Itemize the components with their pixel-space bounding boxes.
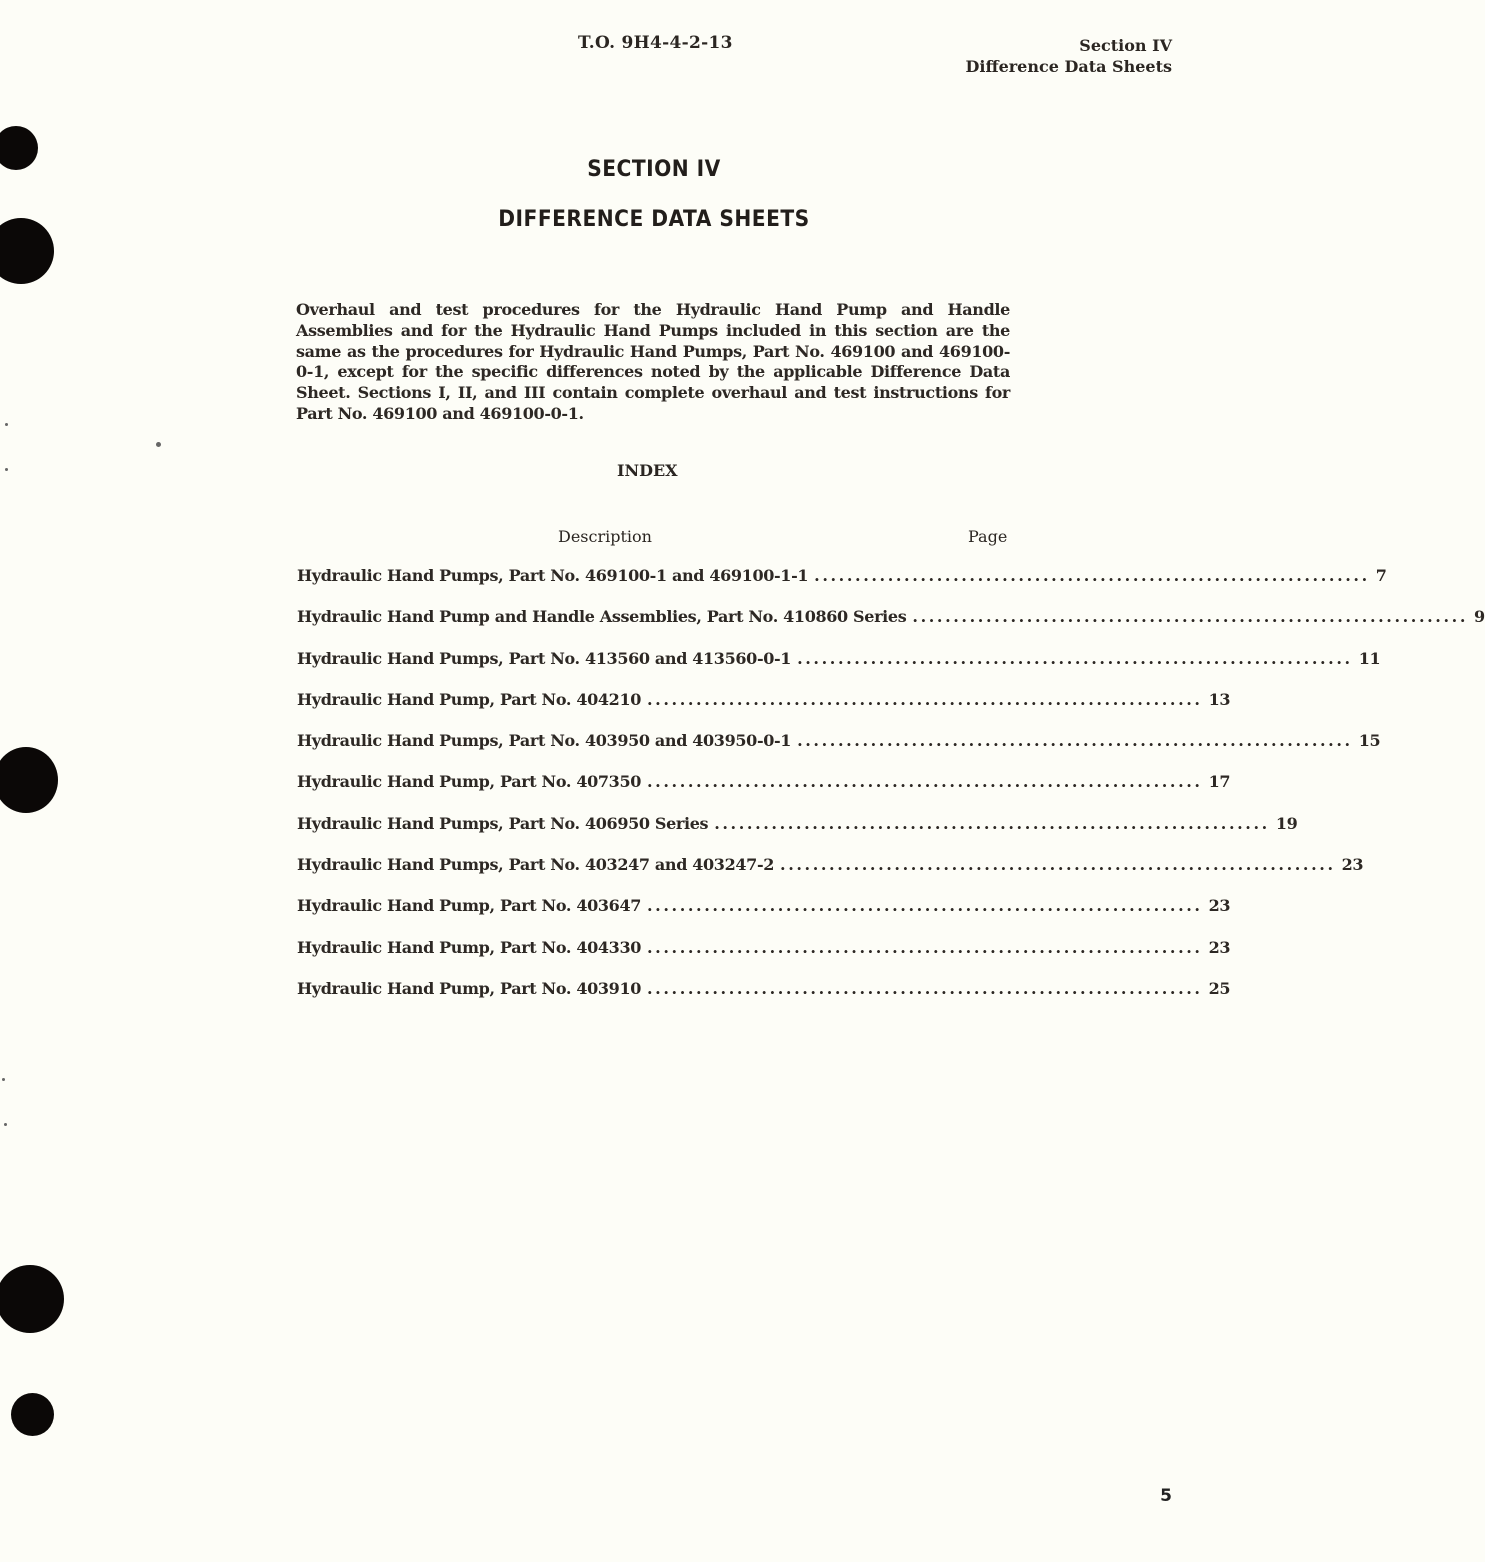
section-title-label: Difference Data Sheets <box>965 57 1172 76</box>
dot-leader: .................................................................... <box>797 648 1353 668</box>
dot-leader: .................................................................... <box>647 689 1203 709</box>
dot-leader: .................................................................... <box>647 978 1203 998</box>
document-number: T.O. 9H4-4-2-13 <box>578 33 733 53</box>
index-entry[interactable] <box>297 896 1231 937</box>
index-entry[interactable] <box>297 607 1485 648</box>
entry-description: Hydraulic Hand Pump, Part No. 404210 <box>297 689 642 709</box>
punch-hole <box>0 126 38 170</box>
entry-page: 11 <box>1358 648 1381 668</box>
entry-description: Hydraulic Hand Pumps, Part No. 406950 Series <box>297 813 709 833</box>
entry-page: 13 <box>1208 689 1231 709</box>
dot-leader: .................................................................... <box>647 896 1203 916</box>
column-header-page: Page <box>968 527 1008 546</box>
index-list <box>297 566 1485 1020</box>
entry-page: 23 <box>1208 937 1231 957</box>
entry-description: Hydraulic Hand Pumps, Part No. 469100-1 and 469100-1-1 <box>297 566 809 585</box>
punch-hole <box>0 747 58 813</box>
scan-speck <box>5 468 8 471</box>
dot-leader: .................................................................... <box>814 566 1370 585</box>
dot-leader: .................................................................... <box>647 772 1203 792</box>
page-number: 5 <box>1160 1486 1172 1506</box>
index-entry[interactable] <box>297 648 1381 690</box>
entry-page: 17 <box>1208 772 1231 792</box>
scan-speck <box>2 1078 5 1081</box>
index-entry[interactable] <box>297 937 1231 979</box>
index-entry[interactable] <box>297 566 1387 607</box>
dot-leader: .................................................................... <box>912 607 1468 627</box>
punch-hole <box>0 218 54 284</box>
section-title: SECTION IV <box>587 157 721 182</box>
entry-description: Hydraulic Hand Pump, Part No. 407350 <box>297 772 642 792</box>
entry-page: 15 <box>1358 731 1381 751</box>
entry-description: Hydraulic Hand Pumps, Part No. 403950 and 403950-0-1 <box>297 731 792 751</box>
entry-page: 9 <box>1474 607 1485 627</box>
index-entry[interactable] <box>297 689 1231 731</box>
punch-hole <box>11 1393 54 1436</box>
entry-description: Hydraulic Hand Pump and Handle Assemblies, Part No. 410860 Series <box>297 607 907 627</box>
entry-description: Hydraulic Hand Pump, Part No. 403647 <box>297 896 642 916</box>
scan-speck <box>156 442 161 447</box>
entry-page: 23 <box>1341 855 1364 875</box>
entry-page: 23 <box>1208 896 1231 916</box>
running-section-header <box>965 35 1172 77</box>
index-entry[interactable] <box>297 731 1381 772</box>
entry-page: 25 <box>1208 978 1231 998</box>
scan-speck <box>5 423 8 426</box>
entry-description: Hydraulic Hand Pumps, Part No. 403247 and 403247-2 <box>297 855 775 875</box>
index-heading: INDEX <box>617 461 678 480</box>
entry-description: Hydraulic Hand Pumps, Part No. 413560 and 413560-0-1 <box>297 648 792 668</box>
scan-speck <box>4 1123 7 1126</box>
entry-description: Hydraulic Hand Pump, Part No. 404330 <box>297 937 642 957</box>
dot-leader: .................................................................... <box>797 731 1353 751</box>
entry-page: 7 <box>1375 566 1387 585</box>
index-entry[interactable] <box>297 813 1298 855</box>
entry-page: 19 <box>1275 813 1298 833</box>
dot-leader: .................................................................... <box>780 855 1336 875</box>
punch-hole <box>0 1265 64 1333</box>
intro-paragraph: Overhaul and test procedures for the Hydraulic Hand Pump and Handle Assemblies and for the Hydraulic Hand Pumps included in this section are the same as the procedures for Hydraulic Hand Pumps, Part No. 469100 and 469100-0-1, except for the specific differences noted by the applicable Difference Data Sheet. Sections I, II, and III contain complete overhaul and test instructions for Part No. 469100 and 469100-0-1. <box>296 300 1010 423</box>
index-entry[interactable] <box>297 855 1364 896</box>
index-entry[interactable] <box>297 978 1231 1020</box>
column-header-description: Description <box>558 527 652 546</box>
entry-description: Hydraulic Hand Pump, Part No. 403910 <box>297 978 642 998</box>
section-label: Section IV <box>1079 36 1172 55</box>
dot-leader: .................................................................... <box>714 813 1270 833</box>
page-title: DIFFERENCE DATA SHEETS <box>498 207 810 232</box>
index-entry[interactable] <box>297 772 1231 813</box>
dot-leader: .................................................................... <box>647 937 1203 957</box>
